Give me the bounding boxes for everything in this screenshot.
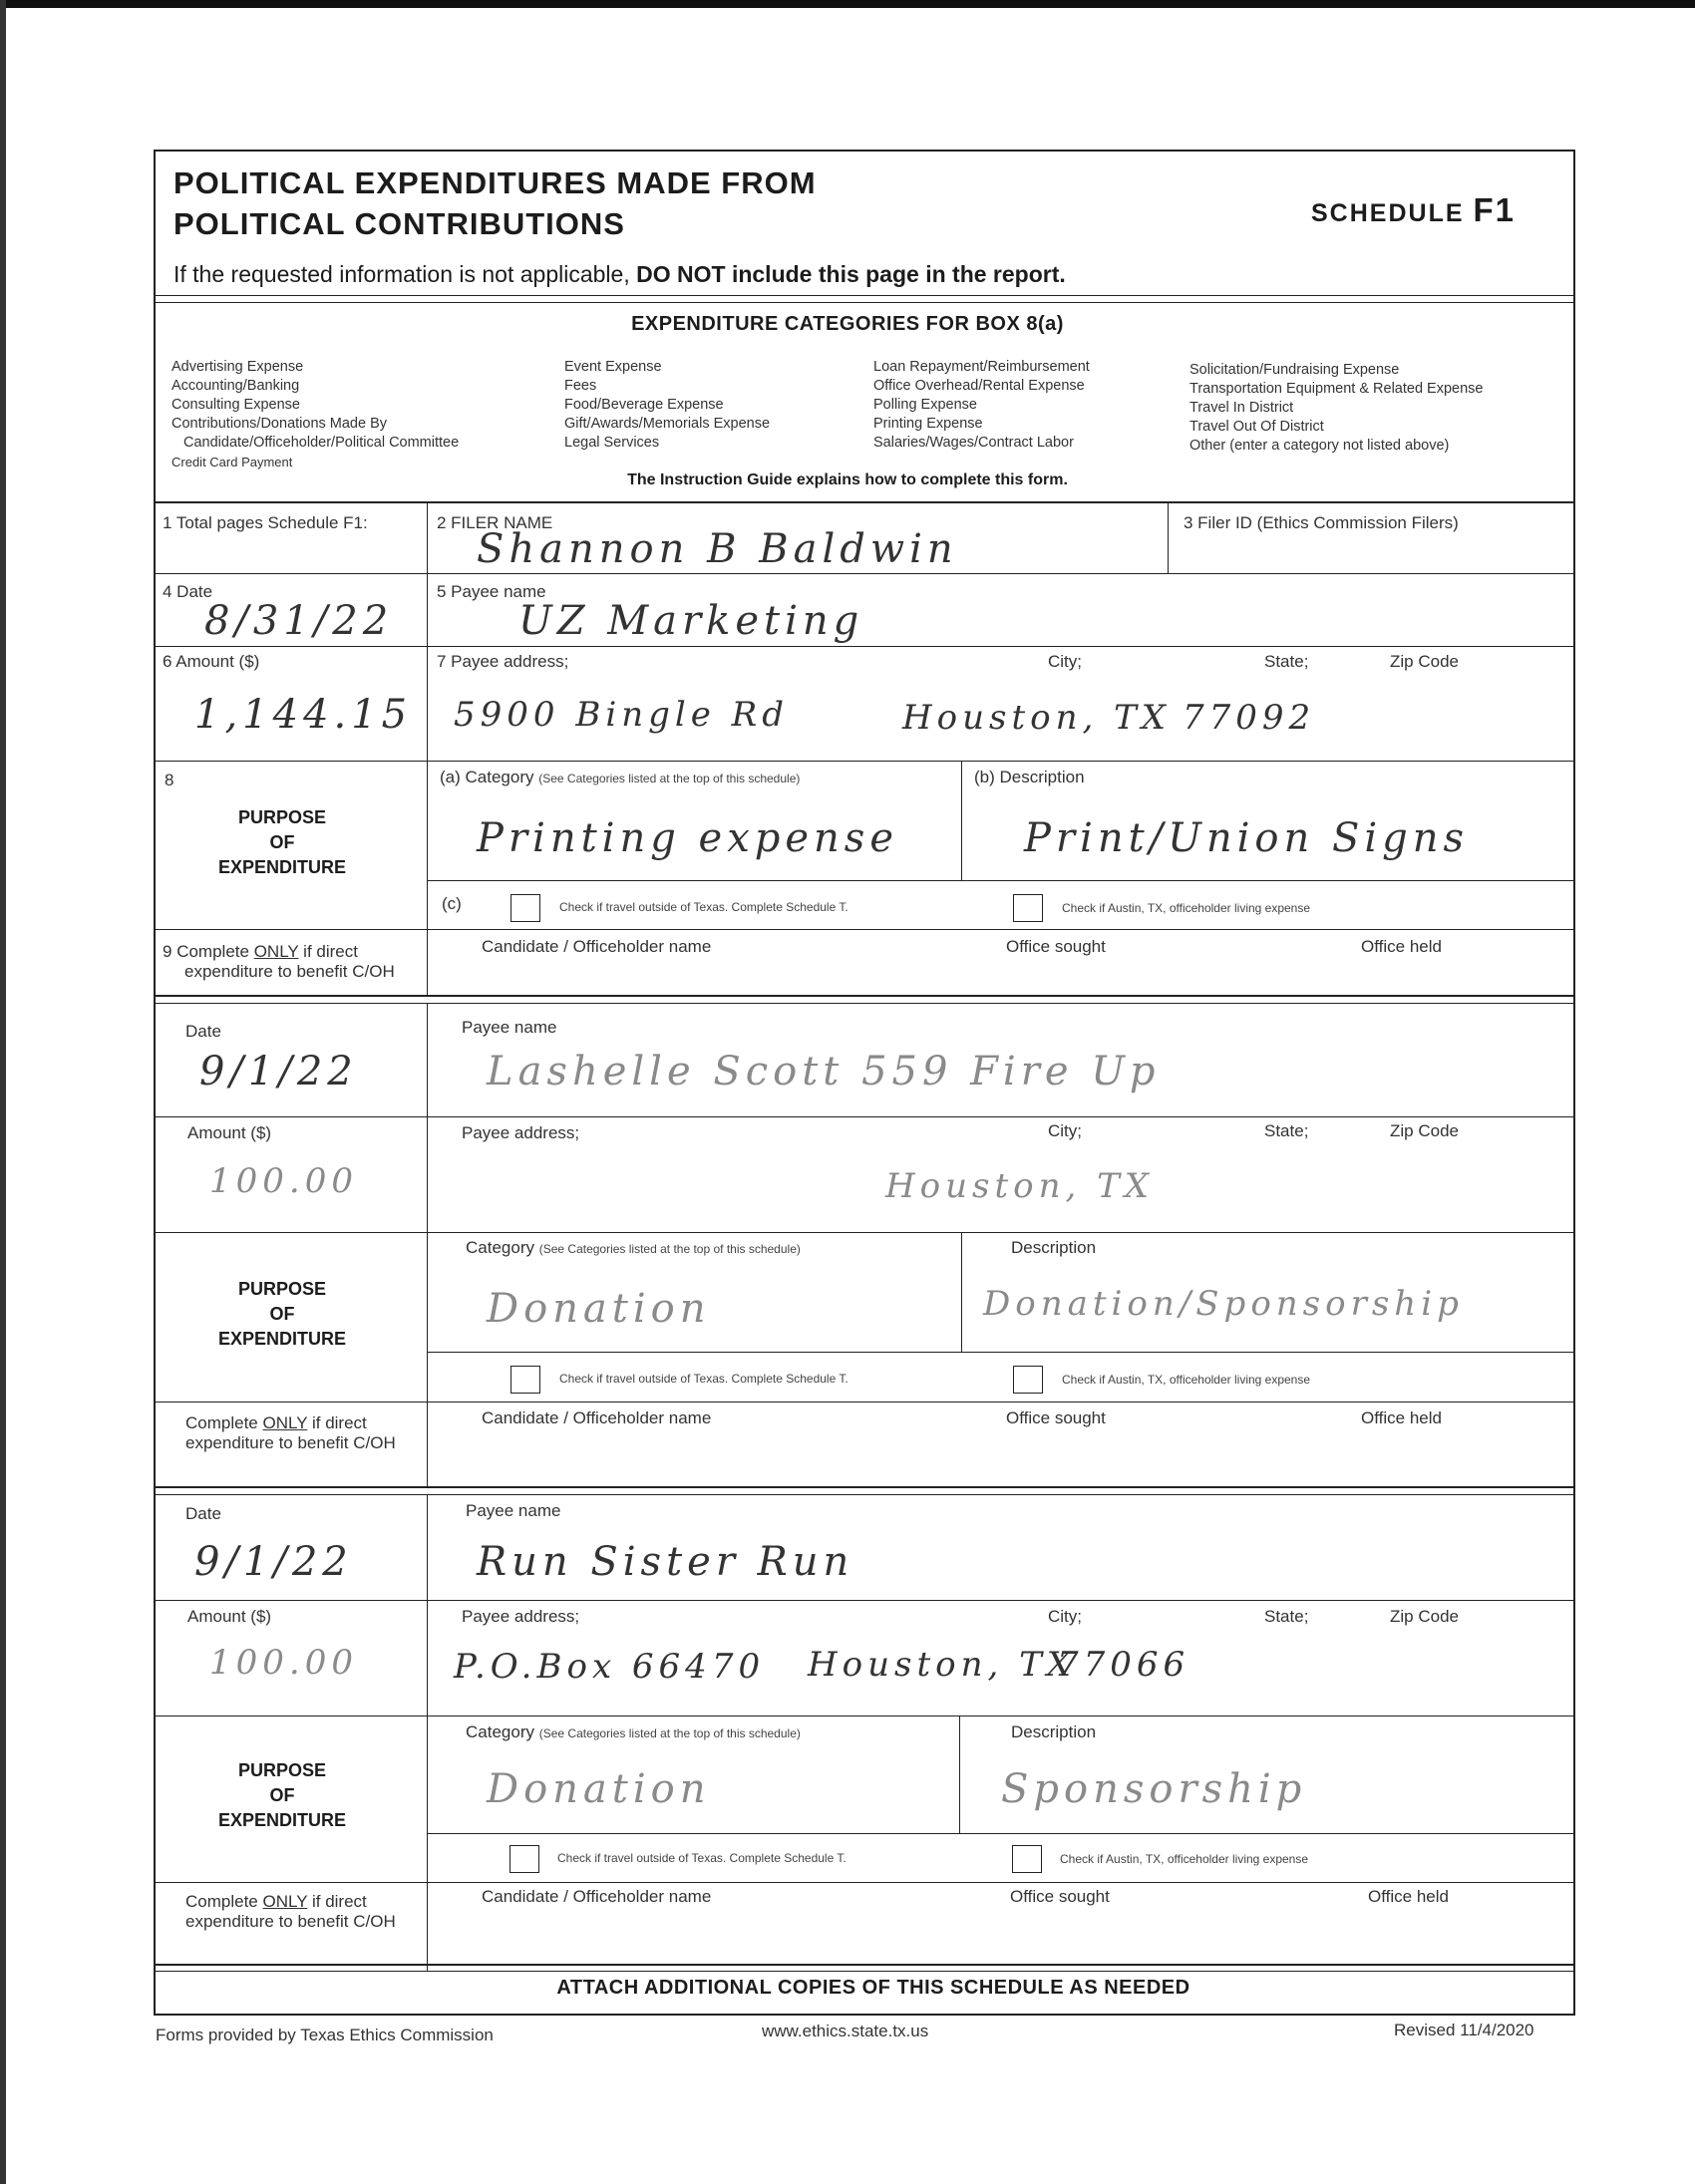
category-item: Candidate/Officeholder/Political Committee <box>183 435 460 451</box>
entry3-description: Sponsorship <box>1001 1766 1307 1812</box>
category-item: Printing Expense <box>873 416 983 432</box>
section-divider <box>154 1494 1575 1495</box>
row-divider <box>427 1352 1575 1353</box>
filer-name-label: 2 FILER NAME <box>437 513 553 532</box>
schedule-prefix: SCHEDULE <box>1311 199 1465 227</box>
purpose-line: EXPENDITURE <box>217 857 347 877</box>
applicability-note <box>173 261 1066 288</box>
benefit-line: expenditure to benefit C/OH <box>185 1433 396 1452</box>
complete-word: Complete <box>176 942 249 961</box>
row-divider <box>427 1833 1575 1834</box>
entry2-description: Donation/Sponsorship <box>983 1284 1464 1324</box>
scan-top-edge <box>0 0 1695 8</box>
row-divider <box>427 880 1575 881</box>
amount-label: Amount ($) <box>187 1123 272 1142</box>
category-item: Food/Beverage Expense <box>564 397 724 413</box>
column-divider <box>1168 501 1169 573</box>
category-item: Legal Services <box>564 435 660 451</box>
complete-word: Complete <box>185 1413 258 1432</box>
section-divider <box>154 1003 1575 1004</box>
candidate-name-label: Candidate / Officeholder name <box>482 937 712 956</box>
payee-address-label: Payee address; <box>462 1123 580 1142</box>
category-hint: (See Categories listed at the top of this schedule) <box>538 1242 801 1256</box>
category-item: Fees <box>564 378 597 394</box>
row-divider <box>154 929 1575 930</box>
austin-check-label: Check if Austin, TX, officeholder living expense <box>1060 1852 1309 1866</box>
entry2-travel-checkbox[interactable] <box>510 1366 540 1394</box>
total-pages-label: 1 Total pages Schedule F1: <box>163 513 368 532</box>
category-col-1 <box>171 358 459 471</box>
category-item: Credit Card Payment <box>171 455 293 469</box>
column-divider <box>427 501 428 995</box>
row-8-label: 8 <box>165 771 174 789</box>
row-divider <box>154 573 1575 574</box>
state-label: State; <box>1264 1607 1309 1626</box>
row-divider <box>154 1402 1575 1403</box>
candidate-name-label: Candidate / Officeholder name <box>482 1887 712 1906</box>
entry2-payee-name: Lashelle Scott 559 Fire Up <box>487 1049 1161 1094</box>
entry3-category: Donation <box>487 1766 711 1812</box>
category-item: Accounting/Banking <box>171 378 300 394</box>
only-word: ONLY <box>253 942 299 961</box>
category-item: Other (enter a category not listed above) <box>1189 438 1450 454</box>
if-direct-text: if direct <box>311 1892 367 1911</box>
form-title-line1: POLITICAL EXPENDITURES MADE FROM <box>173 165 817 200</box>
entry3-city: Houston, TX <box>808 1645 1076 1685</box>
purpose-label <box>182 805 382 880</box>
purpose-line: PURPOSE <box>237 1279 327 1299</box>
travel-check-label: Check if travel outside of Texas. Complete Schedule T. <box>557 1851 847 1865</box>
filer-name-value: Shannon B Baldwin <box>477 526 958 572</box>
schedule-id: F1 <box>1473 191 1516 228</box>
column-divider <box>427 1003 428 1486</box>
purpose-line: OF <box>269 1785 295 1805</box>
office-sought-label: Office sought <box>1006 937 1106 956</box>
purpose-line: OF <box>269 1304 295 1324</box>
purpose-label <box>182 1758 382 1833</box>
purpose-label <box>182 1277 382 1352</box>
filer-id-label: 3 Filer ID (Ethics Commission Filers) <box>1184 513 1459 532</box>
column-divider <box>427 1494 428 1971</box>
row-divider <box>154 761 1575 762</box>
purpose-line: OF <box>269 832 295 852</box>
category-item: Polling Expense <box>873 397 977 413</box>
category-label <box>440 768 800 787</box>
column-divider <box>961 761 962 880</box>
section-divider <box>154 1971 1575 1972</box>
category-item: Gift/Awards/Memorials Expense <box>564 416 771 432</box>
amount-label: Amount ($) <box>187 1607 272 1626</box>
entry3-amount: 100.00 <box>209 1643 358 1683</box>
form-title-line2: POLITICAL CONTRIBUTIONS <box>173 206 625 241</box>
row-divider <box>154 1116 1575 1117</box>
benefit-line: expenditure to benefit C/OH <box>185 1912 396 1931</box>
payee-address-label: 7 Payee address; <box>437 652 569 671</box>
state-label: State; <box>1264 1121 1309 1140</box>
column-divider <box>961 1232 962 1352</box>
purpose-line: EXPENDITURE <box>217 1329 347 1349</box>
category-label <box>466 1238 801 1258</box>
category-item: Office Overhead/Rental Expense <box>873 378 1085 394</box>
if-direct-text: if direct <box>303 942 358 961</box>
category-label-text: (a) Category <box>440 768 534 786</box>
travel-check-label: Check if travel outside of Texas. Complete Schedule T. <box>559 900 848 914</box>
austin-check-label: Check if Austin, TX, officeholder living expense <box>1062 1373 1311 1387</box>
date-label: Date <box>185 1504 221 1523</box>
category-item: Loan Repayment/Reimbursement <box>873 359 1090 375</box>
entry2-date: 9/1/22 <box>199 1049 358 1094</box>
entry3-austin-checkbox[interactable] <box>1012 1845 1042 1873</box>
entry3-date: 9/1/22 <box>194 1539 353 1585</box>
row-9-label <box>163 942 395 982</box>
category-label <box>466 1722 801 1742</box>
note-bold-text: DO NOT include this page in the report. <box>636 261 1066 287</box>
zip-label: Zip Code <box>1390 652 1459 671</box>
category-item: Event Expense <box>564 359 662 375</box>
office-held-label: Office held <box>1361 1408 1442 1427</box>
purpose-line: PURPOSE <box>237 807 327 827</box>
column-divider <box>959 1716 960 1833</box>
complete-only-label <box>185 1413 396 1453</box>
only-word: ONLY <box>262 1892 308 1911</box>
category-item: Travel Out Of District <box>1189 419 1324 435</box>
row-divider <box>154 646 1575 647</box>
footer-provider: Forms provided by Texas Ethics Commission <box>156 2026 494 2044</box>
complete-only-label <box>185 1892 396 1932</box>
category-col-4 <box>1189 361 1483 456</box>
category-item: Consulting Expense <box>171 397 300 413</box>
amount-label: 6 Amount ($) <box>163 652 260 671</box>
candidate-name-label: Candidate / Officeholder name <box>482 1408 712 1427</box>
category-item: Transportation Equipment & Related Expense <box>1189 381 1484 397</box>
description-label: Description <box>1011 1238 1097 1257</box>
office-sought-label: Office sought <box>1006 1408 1106 1427</box>
section-divider <box>154 1964 1575 1966</box>
austin-check-label: Check if Austin, TX, officeholder living expense <box>1062 901 1311 915</box>
entry1-address: 5900 Bingle Rd <box>454 695 790 735</box>
purpose-line: EXPENDITURE <box>217 1810 347 1830</box>
entry2-austin-checkbox[interactable] <box>1013 1366 1043 1394</box>
if-direct-text: if direct <box>311 1413 367 1432</box>
c-label: (c) <box>442 894 462 913</box>
category-item: Travel In District <box>1189 400 1294 416</box>
entry3-travel-checkbox[interactable] <box>509 1845 539 1873</box>
payee-name-label: Payee name <box>462 1018 557 1037</box>
date-label: 4 Date <box>163 582 213 601</box>
entry1-category: Printing expense <box>477 815 899 861</box>
instruction-note: The Instruction Guide explains how to complete this form. <box>627 471 1068 488</box>
row-divider <box>154 1882 1575 1883</box>
city-label: City; <box>1048 1607 1082 1626</box>
zip-label: Zip Code <box>1390 1607 1459 1626</box>
section-divider <box>154 995 1575 997</box>
category-label-text: Category <box>466 1238 534 1257</box>
category-item: Advertising Expense <box>171 359 304 375</box>
entry2-amount: 100.00 <box>209 1161 358 1201</box>
payee-address-label: Payee address; <box>462 1607 580 1626</box>
entry1-austin-checkbox[interactable] <box>1013 894 1043 922</box>
zip-label: Zip Code <box>1390 1121 1459 1140</box>
entry3-address: P.O.Box 66470 <box>454 1647 766 1687</box>
attach-copies-note: ATTACH ADDITIONAL COPIES OF THIS SCHEDULE AS NEEDED <box>556 1977 1190 1999</box>
description-label: (b) Description <box>974 768 1085 786</box>
entry2-city: Houston, TX <box>885 1166 1154 1206</box>
entry1-amount: 1,144.15 <box>194 692 413 738</box>
row-9-number: 9 <box>163 942 172 961</box>
office-sought-label: Office sought <box>1010 1887 1110 1906</box>
entry1-city: Houston, TX <box>902 698 1171 738</box>
entry1-payee-name: UZ Marketing <box>518 598 864 644</box>
section-divider <box>154 1486 1575 1488</box>
entry1-date: 8/31/22 <box>204 598 394 644</box>
category-item: Contributions/Donations Made By <box>171 416 388 432</box>
entry1-zip: 77092 <box>1183 698 1316 738</box>
only-word: ONLY <box>262 1413 308 1432</box>
section-divider <box>154 501 1575 503</box>
city-label: City; <box>1048 652 1082 671</box>
entry1-description: Print/Union Signs <box>1024 815 1470 861</box>
city-label: City; <box>1048 1121 1082 1140</box>
category-col-3 <box>873 358 1090 453</box>
category-item: Solicitation/Fundraising Expense <box>1189 362 1400 378</box>
description-label: Description <box>1011 1722 1097 1741</box>
entry1-travel-checkbox[interactable] <box>510 894 540 922</box>
category-label-text: Category <box>466 1722 534 1741</box>
office-held-label: Office held <box>1361 937 1442 956</box>
schedule-code <box>1311 191 1516 229</box>
state-label: State; <box>1264 652 1309 671</box>
row-divider <box>154 1600 1575 1601</box>
benefit-line: expenditure to benefit C/OH <box>184 962 395 981</box>
entry3-payee-name: Run Sister Run <box>477 1539 854 1585</box>
divider <box>154 295 1575 296</box>
category-item: Salaries/Wages/Contract Labor <box>873 435 1074 451</box>
purpose-line: PURPOSE <box>237 1760 327 1780</box>
categories-heading: EXPENDITURE CATEGORIES FOR BOX 8(a) <box>631 313 1064 335</box>
payee-name-label: Payee name <box>466 1501 561 1520</box>
travel-check-label: Check if travel outside of Texas. Complete Schedule T. <box>559 1372 848 1386</box>
footer-url: www.ethics.state.tx.us <box>762 2022 929 2040</box>
note-text: If the requested information is not applicable, <box>173 261 630 287</box>
row-divider <box>154 1232 1575 1233</box>
footer-revised: Revised 11/4/2020 <box>1394 2021 1534 2039</box>
entry2-category: Donation <box>487 1286 711 1332</box>
complete-word: Complete <box>185 1892 258 1911</box>
date-label: Date <box>185 1022 221 1041</box>
payee-name-label: 5 Payee name <box>437 582 546 601</box>
category-hint: (See Categories listed at the top of this schedule) <box>538 772 801 785</box>
office-held-label: Office held <box>1368 1887 1449 1906</box>
category-hint: (See Categories listed at the top of this schedule) <box>538 1726 801 1740</box>
divider <box>154 302 1575 303</box>
entry3-zip: 77066 <box>1057 1645 1190 1685</box>
category-col-2 <box>564 358 770 453</box>
